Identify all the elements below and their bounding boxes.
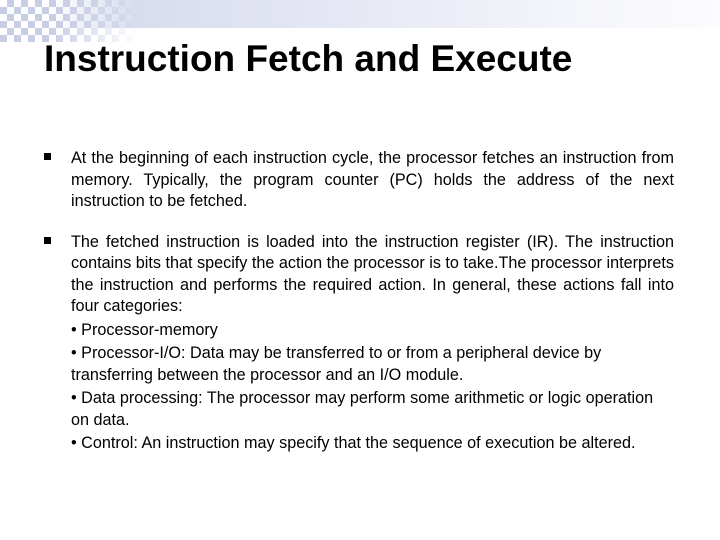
bullet-item-execute bbox=[40, 232, 674, 455]
sub-item-processor-memory: • Processor-memory bbox=[71, 320, 218, 339]
slide-title: Instruction Fetch and Execute bbox=[44, 38, 573, 79]
slide-body bbox=[40, 148, 674, 474]
bullet-text: At the beginning of each instruction cycle, the processor fetches an instruction from memory. Typically, the program counter (PC) holds the address of the next instruction to be fetched. bbox=[71, 149, 674, 210]
sub-item-control: • Control: An instruction may specify that the sequence of execution be altered. bbox=[71, 434, 636, 452]
sub-item-data-processing: • Data processing: The processor may perform some arithmetic or logic operation on data. bbox=[71, 389, 654, 429]
square-bullet-icon bbox=[44, 237, 51, 244]
sub-item-processor-io: • Processor-I/O: Data may be transferred to or from a peripheral device by transferring between the processor and an I/O module. bbox=[71, 344, 602, 384]
square-bullet-icon bbox=[44, 153, 51, 160]
bullet-item-fetch bbox=[40, 148, 674, 213]
header-checker-decoration bbox=[0, 0, 140, 42]
bullet-text: The fetched instruction is loaded into the instruction register (IR). The instruction contains bits that specify the action the processor is to take.The processor interprets the instruction and performs the required action. In general, these actions fall into four categories: bbox=[71, 232, 674, 315]
